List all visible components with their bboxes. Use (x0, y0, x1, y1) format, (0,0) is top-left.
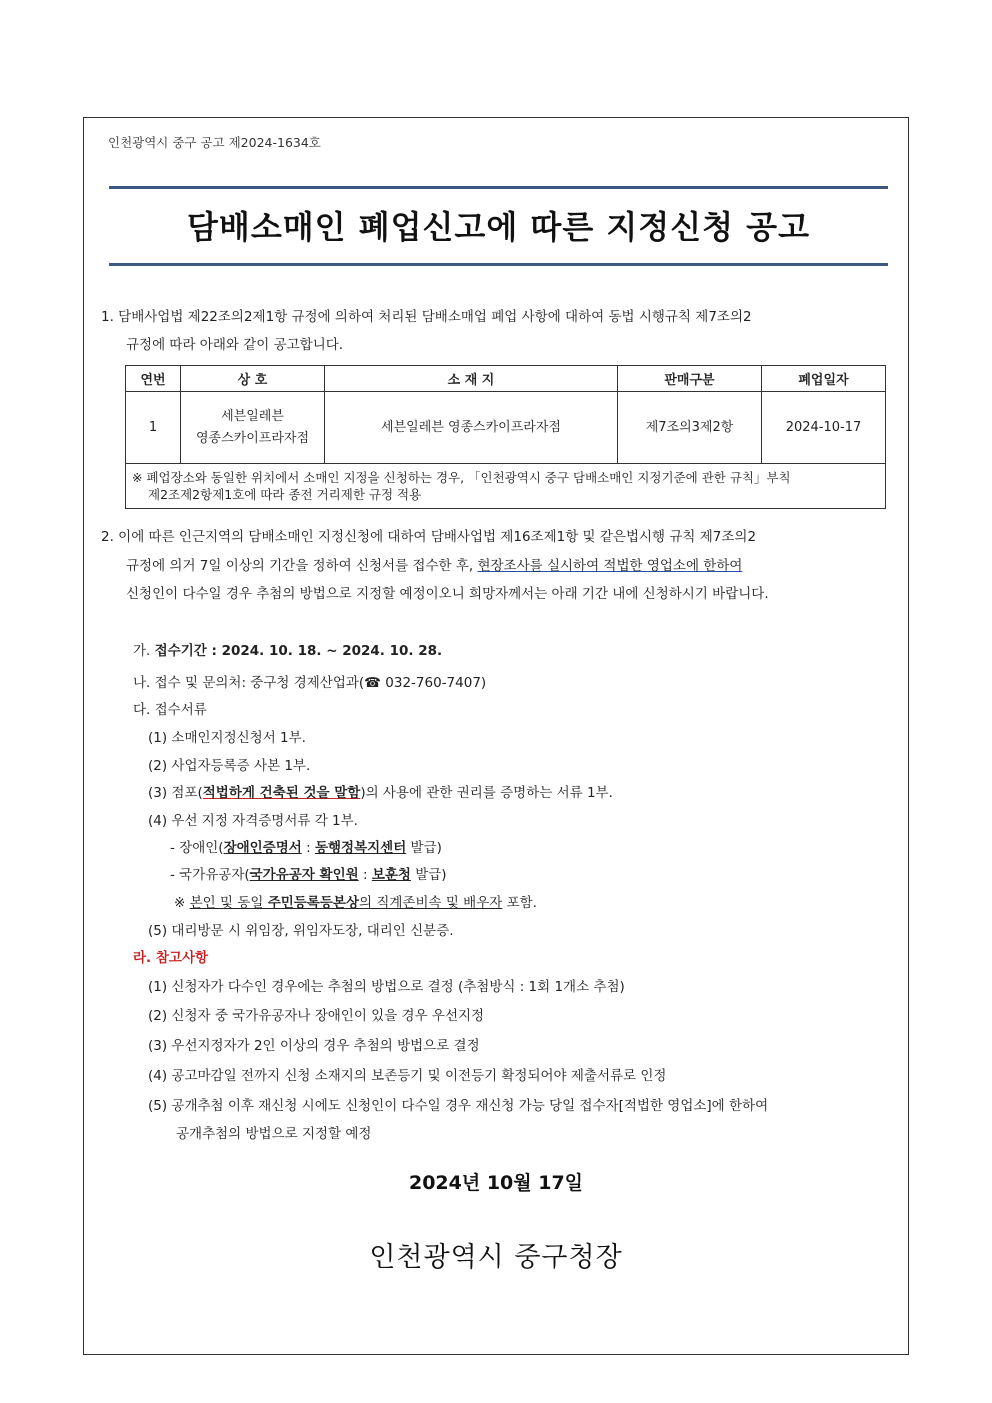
item-ra: 라. 참고사항 (133, 950, 209, 966)
item-d4-2-a: - 국가유공자( (170, 867, 250, 883)
header-location: 소 재 지 (325, 366, 618, 392)
note-line1: ※ 폐업장소와 동일한 위치에서 소매인 지정을 신청하는 경우, 「인천광역시 중구 담배소매인 지정기준에 관한 규칙」부칙 (132, 470, 791, 485)
item-ga-period: 접수기간 : 2024. 10. 18. ~ 2024. 10. 28. (154, 643, 443, 659)
item-d3-emphasis: 적법하게 건축된 것을 말함 (202, 785, 361, 801)
item-d3-a: (3) 점포( (148, 785, 203, 801)
item-d4-3-b: 본인 및 동일 (189, 895, 268, 911)
closure-table (125, 365, 886, 509)
item-d2: (2) 사업자등록증 사본 1부. (148, 758, 311, 774)
section2-line1: 2. 이에 따른 인근지역의 담배소매인 지정신청에 대하여 담배사업법 제16조제1항 및 같은법시행 규칙 제7조의2 (101, 529, 757, 545)
cell-no: 1 (126, 392, 181, 464)
item-ga-prefix: 가. (133, 643, 155, 659)
item-d4-3 (174, 891, 537, 911)
document-number: 인천광역시 중구 공고 제2024-1634호 (108, 135, 321, 150)
item-d4-2-e: 발급) (410, 867, 447, 883)
cell-name (181, 392, 325, 464)
section2-line2-emphasis: 현장조사를 실시하여 적법한 영업소에 한하여 (477, 558, 743, 574)
item-d3 (148, 781, 613, 801)
item-d4-3-d: 의 직계존비속 및 배우자 (359, 895, 503, 911)
section2-line2 (126, 554, 742, 574)
section1-line1: 1. 담배사업법 제22조의2제1항 규정에 의하여 처리된 담배소매업 폐업 사항에 대하여 동법 시행규칙 제7조의2 (101, 309, 752, 325)
header-name: 상 호 (181, 366, 325, 392)
item-d4-1 (170, 836, 442, 856)
item-d4-1-a: - 장애인( (170, 840, 224, 856)
header-category: 판매구분 (618, 366, 762, 392)
table-note-row (126, 464, 886, 509)
cell-name-line1: 세븐일레븐 (221, 408, 284, 424)
cell-category: 제7조의3제2항 (618, 392, 762, 464)
item-ga (133, 639, 442, 659)
item-d4-2-sep: : (358, 867, 372, 883)
item-d4-3-e: 포함. (502, 895, 537, 911)
item-d4-2-doc: 국가유공자 확인원 (249, 867, 359, 883)
item-d4-2-issuer: 보훈청 (371, 867, 411, 883)
table-header-row (126, 366, 886, 392)
section2-line2-a: 규정에 의거 7일 이상의 기간을 정하여 신청서를 접수한 후, (126, 558, 478, 574)
item-d1: (1) 소매인지정신청서 1부. (148, 730, 306, 746)
announcement-date: 2024년 10월 17일 (408, 1172, 584, 1194)
item-d4-3-a: ※ (174, 895, 190, 911)
cell-name-line2: 영종스카이프라자점 (195, 430, 310, 446)
item-d4-2 (170, 863, 447, 883)
item-r5-line1: (5) 공개추첨 이후 재신청 시에도 신청인이 다수일 경우 재신청 가능 당일 접수자[적법한 영업소]에 한하여 (148, 1098, 769, 1114)
item-r2: (2) 신청자 중 국가유공자나 장애인이 있을 경우 우선지정 (148, 1008, 485, 1024)
item-d4-3-c: 주민등록등본상 (267, 895, 359, 911)
title-top-rule (109, 186, 888, 189)
item-d4-1-issuer: 동행정복지센터 (314, 840, 407, 856)
title-bottom-rule (109, 263, 888, 266)
item-d4: (4) 우선 지정 자격증명서류 각 1부. (148, 813, 358, 829)
header-no: 연번 (126, 366, 181, 392)
table-note (126, 464, 886, 509)
item-d4-1-doc: 장애인증명서 (223, 840, 302, 856)
header-date: 폐업일자 (762, 366, 886, 392)
signature: 인천광역시 중구청장 (369, 1242, 623, 1273)
section2-line3: 신청인이 다수일 경우 추첨의 방법으로 지정할 예정이오니 희망자께서는 아래 기간 내에 신청하시기 바랍니다. (126, 586, 769, 602)
item-d4-1-sep: : (301, 840, 315, 856)
item-na: 나. 접수 및 문의처: 중구청 경제산업과(☎ 032-760-7407) (133, 675, 487, 691)
item-d5: (5) 대리방문 시 위임장, 위임자도장, 대리인 신분증. (148, 923, 454, 939)
item-d4-1-e: 발급) (406, 840, 442, 856)
item-da: 다. 접수서류 (133, 702, 207, 718)
item-d3-c: )의 사용에 관한 권리를 증명하는 서류 1부. (360, 785, 613, 801)
page-title: 담배소매인 폐업신고에 따른 지정신청 공고 (187, 208, 810, 246)
cell-location: 세븐일레븐 영종스카이프라자점 (325, 392, 618, 464)
item-r4: (4) 공고마감일 전까지 신청 소재지의 보존등기 및 이전등기 확정되어야 제출서류로 인정 (148, 1068, 667, 1084)
table-row (126, 392, 886, 464)
cell-date: 2024-10-17 (762, 392, 886, 464)
item-r3: (3) 우선지정자가 2인 이상의 경우 추첨의 방법으로 결정 (148, 1038, 480, 1054)
item-r5-line2: 공개추첨의 방법으로 지정할 예정 (176, 1126, 372, 1142)
section1-line2: 규정에 따라 아래와 같이 공고합니다. (126, 337, 344, 353)
note-line2: 제2조제2항제1호에 따라 종전 거리제한 규정 적용 (148, 487, 422, 502)
item-r1: (1) 신청자가 다수인 경우에는 추첨의 방법으로 결정 (추첨방식 : 1회 1개소 추첨) (148, 979, 625, 995)
